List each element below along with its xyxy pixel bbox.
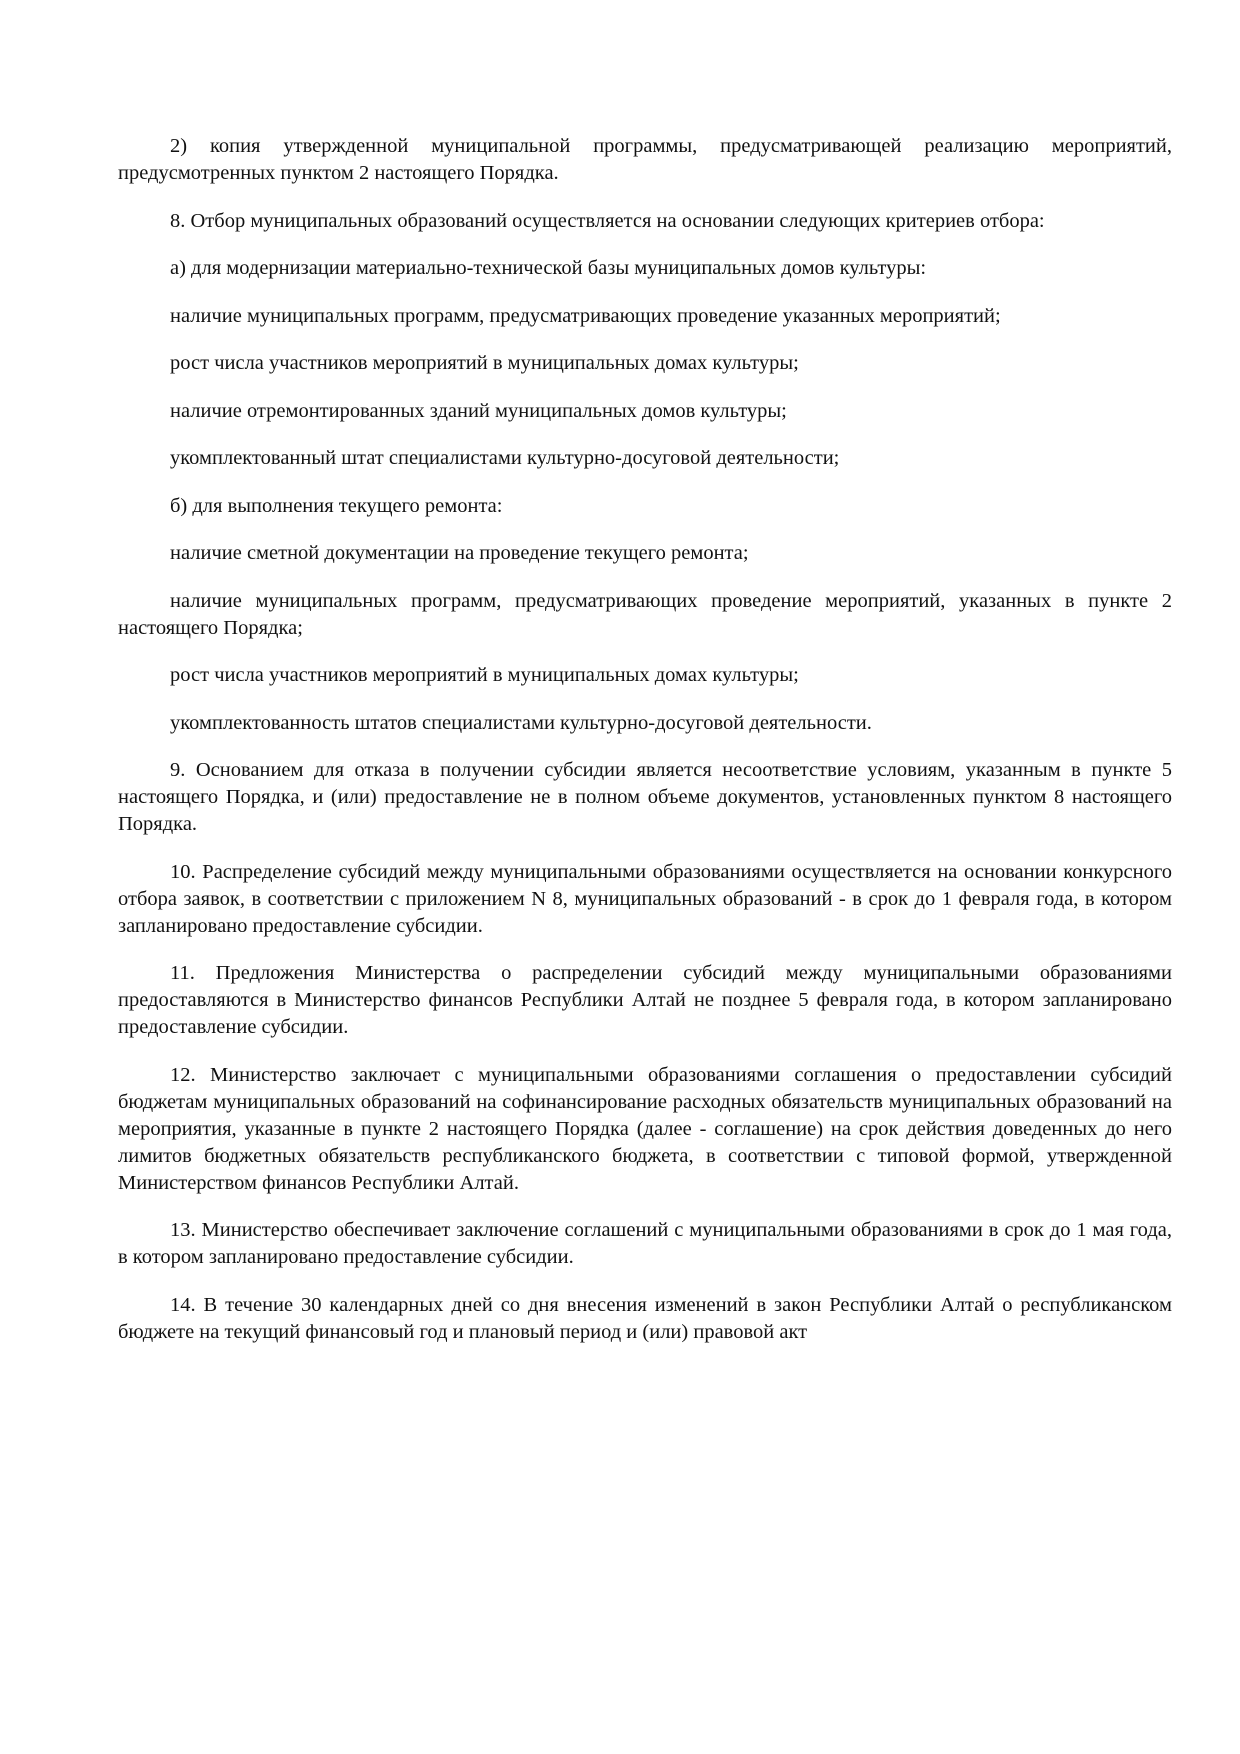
paragraph: наличие муниципальных программ, предусматривающих проведение указанных мероприятий; [170,304,1001,327]
paragraph: рост числа участников мероприятий в муниципальных домах культуры; [170,352,799,374]
paragraph: 2) копия утвержденной муниципальной программы, предусматривающей реализацию мероприятий, предусмотренных пунктом 2 настоящего Порядка. [118,135,1172,184]
paragraph: б) для выполнения текущего ремонта: [170,494,503,517]
paragraph: 10. Распределение субсидий между муниципальными образованиями осуществляется на основании конкурсного отбора заявок, в соответствии с приложением N 8, муниципальных образований - в срок до 1 февраля года, в котором запланировано предоставление субсидии. [118,860,1172,937]
paragraph: 12. Министерство заключает с муниципальными образованиями соглашения о предоставлении субсидий бюджетам муниципальных образований на софинансирование расходных обязательств муниципальных образований на мероприятия, указанные в пункте 2 настоящего Порядка (далее - соглашение) на срок действия доведенных до него лимитов бюджетных обязательств республиканского бюджета, в соответствии с типовой формой, утвержденной Министерством финансов Республики Алтай. [118,1063,1172,1194]
paragraph: 8. Отбор муниципальных образований осуществляется на основании следующих критериев отбора: [170,209,1045,232]
paragraph: наличие сметной документации на проведение текущего ремонта; [170,542,749,564]
paragraph: а) для модернизации материально-технической базы муниципальных домов культуры: [170,257,927,279]
document-page [118,133,1172,1366]
paragraph: наличие отремонтированных зданий муниципальных домов культуры; [170,399,787,422]
paragraph: 9. Основанием для отказа в получении субсидии является несоответствие условиям, указанным в пункте 5 настоящего Порядка, и (или) предоставление не в полном объеме документов, установленных пунктом 8 настоящего Порядка. [118,759,1172,835]
paragraph: наличие муниципальных программ, предусматривающих проведение мероприятий, указанных в пункте 2 настоящего Порядка; [118,589,1172,639]
paragraph: укомплектованность штатов специалистами культурно-досуговой деятельности. [170,711,872,734]
paragraph: укомплектованный штат специалистами культурно-досуговой деятельности; [170,447,840,469]
paragraph: 11. Предложения Министерства о распределении субсидий между муниципальными образованиями предоставляются в Министерство финансов Республики Алтай не позднее 5 февраля года, в котором запланировано предоставление субсидии. [118,962,1172,1038]
paragraph: 14. В течение 30 календарных дней со дня внесения изменений в закон Республики Алтай о республиканском бюджете на текущий финансовый год и плановый период и (или) правовой акт [118,1293,1172,1343]
paragraph: 13. Министерство обеспечивает заключение соглашений с муниципальными образованиями в срок до 1 мая года, в котором запланировано предоставление субсидии. [118,1219,1172,1268]
paragraph: рост числа участников мероприятий в муниципальных домах культуры; [170,664,799,686]
